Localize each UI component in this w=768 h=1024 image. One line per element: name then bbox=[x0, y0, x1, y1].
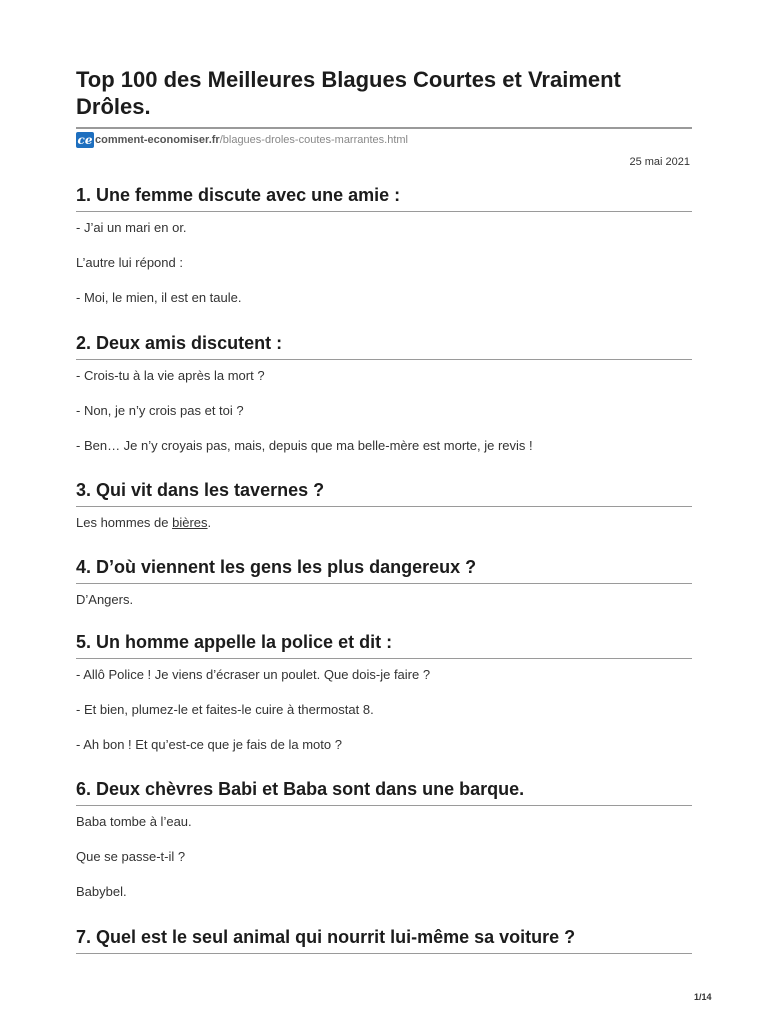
section-heading: 1. Une femme discute avec une amie : bbox=[76, 184, 692, 212]
joke-line: - J’ai un mari en or. bbox=[76, 220, 187, 235]
document-title: Top 100 des Meilleures Blagues Courtes et Vraiment Drôles. bbox=[76, 67, 621, 119]
joke-line: - Crois-tu à la vie après la mort ? bbox=[76, 368, 265, 383]
joke-line: - Ah bon ! Et qu’est-ce que je fais de la moto ? bbox=[76, 737, 342, 752]
joke-section-2 bbox=[76, 332, 692, 473]
page-number: 1/14 bbox=[694, 992, 712, 1002]
joke-section-5 bbox=[76, 631, 692, 772]
source-domain[interactable]: comment-economiser.fr bbox=[95, 134, 220, 146]
joke-line: Que se passe-t-il ? bbox=[76, 849, 186, 864]
section-heading: 6. Deux chèvres Babi et Baba sont dans une barque. bbox=[76, 778, 692, 806]
bieres-link[interactable]: bières bbox=[172, 515, 208, 530]
source-path[interactable]: /blagues-droles-coutes-marrantes.html bbox=[219, 134, 409, 146]
source-line bbox=[76, 132, 408, 148]
joke-line: - Et bien, plumez-le et faites-le cuire à thermostat 8. bbox=[76, 702, 374, 717]
joke-line: - Allô Police ! Je viens d’écraser un poulet. Que dois-je faire ? bbox=[76, 667, 431, 682]
joke-line-prefix: Les hommes de bbox=[76, 515, 173, 530]
section-heading: 7. Quel est le seul animal qui nourrit lui-même sa voiture ? bbox=[76, 926, 692, 954]
joke-section-6 bbox=[76, 778, 692, 919]
joke-line: - Ben… Je n’y croyais pas, mais, depuis que ma belle-mère est morte, je revis ! bbox=[76, 438, 533, 453]
section-heading: 2. Deux amis discutent : bbox=[76, 332, 692, 360]
joke-line bbox=[76, 515, 692, 531]
site-logo-icon: ce bbox=[77, 133, 93, 147]
section-heading: 4. D’où viennent les gens les plus dangereux ? bbox=[76, 556, 692, 584]
joke-line: L’autre lui répond : bbox=[76, 255, 183, 270]
joke-line: Baba tombe à l’eau. bbox=[76, 814, 192, 829]
joke-line: - Non, je n’y crois pas et toi ? bbox=[76, 403, 244, 418]
section-heading: 5. Un homme appelle la police et dit : bbox=[76, 631, 692, 659]
title-divider bbox=[76, 127, 692, 129]
joke-section-1 bbox=[76, 184, 692, 325]
joke-section-3 bbox=[76, 479, 692, 550]
section-heading: 3. Qui vit dans les tavernes ? bbox=[76, 479, 692, 507]
document-date: 25 mai 2021 bbox=[629, 156, 690, 168]
joke-section-7 bbox=[76, 926, 692, 954]
joke-line-suffix: . bbox=[207, 515, 212, 530]
joke-line: Babybel. bbox=[76, 884, 127, 899]
joke-section-4 bbox=[76, 556, 692, 627]
joke-line: D’Angers. bbox=[76, 592, 134, 607]
joke-line: - Moi, le mien, il est en taule. bbox=[76, 290, 242, 305]
